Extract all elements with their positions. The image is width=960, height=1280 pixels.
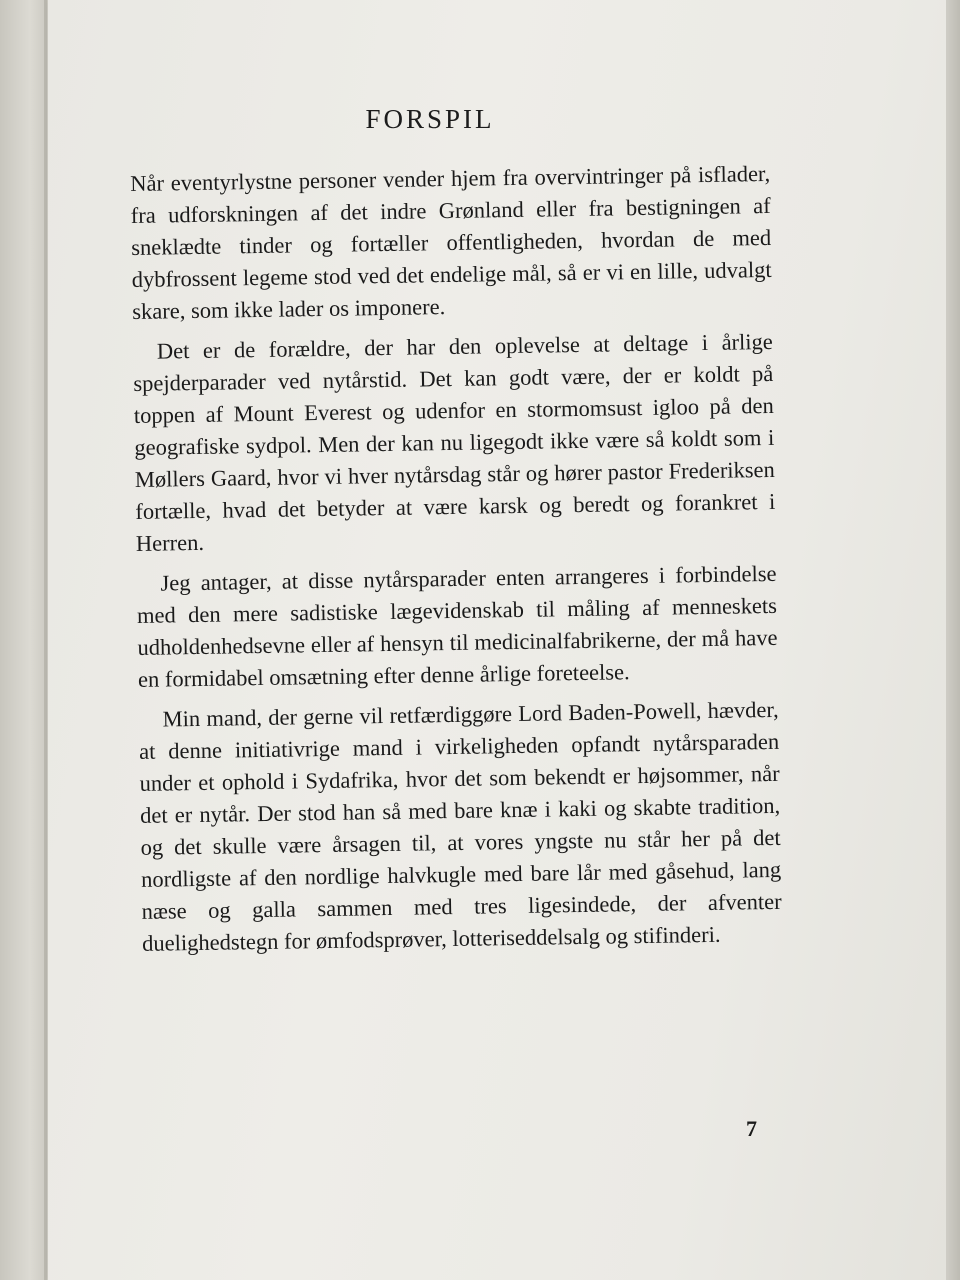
paragraph-2: Det er de forældre, der har den oplevelse at deltage i årlige spejderparader ved nytårstid. Det kan godt være, der er koldt på toppen af Mount Everest og udenfor en stormomsust igloo på den geografiske sydpol. Men der kan nu ligegodt ikke være så koldt som i Møllers Gaard, hvor vi hver nytårsdag står og hører pastor Frederiksen fortælle, hvad det betyder at være karsk og beredt og forankret i Herren.	[133, 328, 776, 556]
book-gutter	[0, 0, 50, 1280]
paragraph-3: Jeg antager, at disse nytårsparader enten arrangeres i forbindelse med den mere sadistiske lægevidenskab til måling af menneskets udholdenhedsevne eller af hensyn til medicinalfabrikerne, der må have en formidabel omsætning efter denne årlige foreteelse.	[136, 560, 778, 692]
page-number: 7	[746, 1116, 757, 1141]
page-right-edge	[946, 0, 960, 1280]
paragraph-1: Når eventyrlystne personer vender hjem fra overvintringer på isflader, fra udforskningen af det indre Grønland eller fra bestigningen af sneklædte tinder og fortæller offentligheden, hvordan de med dybfrossent legeme stod ved det endelige mål, så er vi en lille, udvalgt skare, som ikke lader os imponere.	[130, 160, 772, 324]
chapter-heading: FORSPIL	[365, 104, 495, 134]
paragraph-4: Min mand, der gerne vil retfærdiggøre Lord Baden-Powell, hævder, at denne initiativrige mand i virkeligheden opfandt nytårsparaden under et ophold i Sydafrika, hvor det som bekendt er højsommer, når det er nytår. Der stod han så med bare knæ i kaki og skabte tradition, og det skulle være årsagen til, at vores yngste nu står her på det nordligste af den nordlige halvkugle med bare lår med gåsehud, lang næse og galla sammen med tres ligesindede, der afventer duelighedstegn for ømfodsprøver, lotteriseddelsalg og stifinderi.	[138, 696, 782, 956]
page-edge-line	[44, 0, 47, 1280]
body-text	[130, 158, 782, 968]
